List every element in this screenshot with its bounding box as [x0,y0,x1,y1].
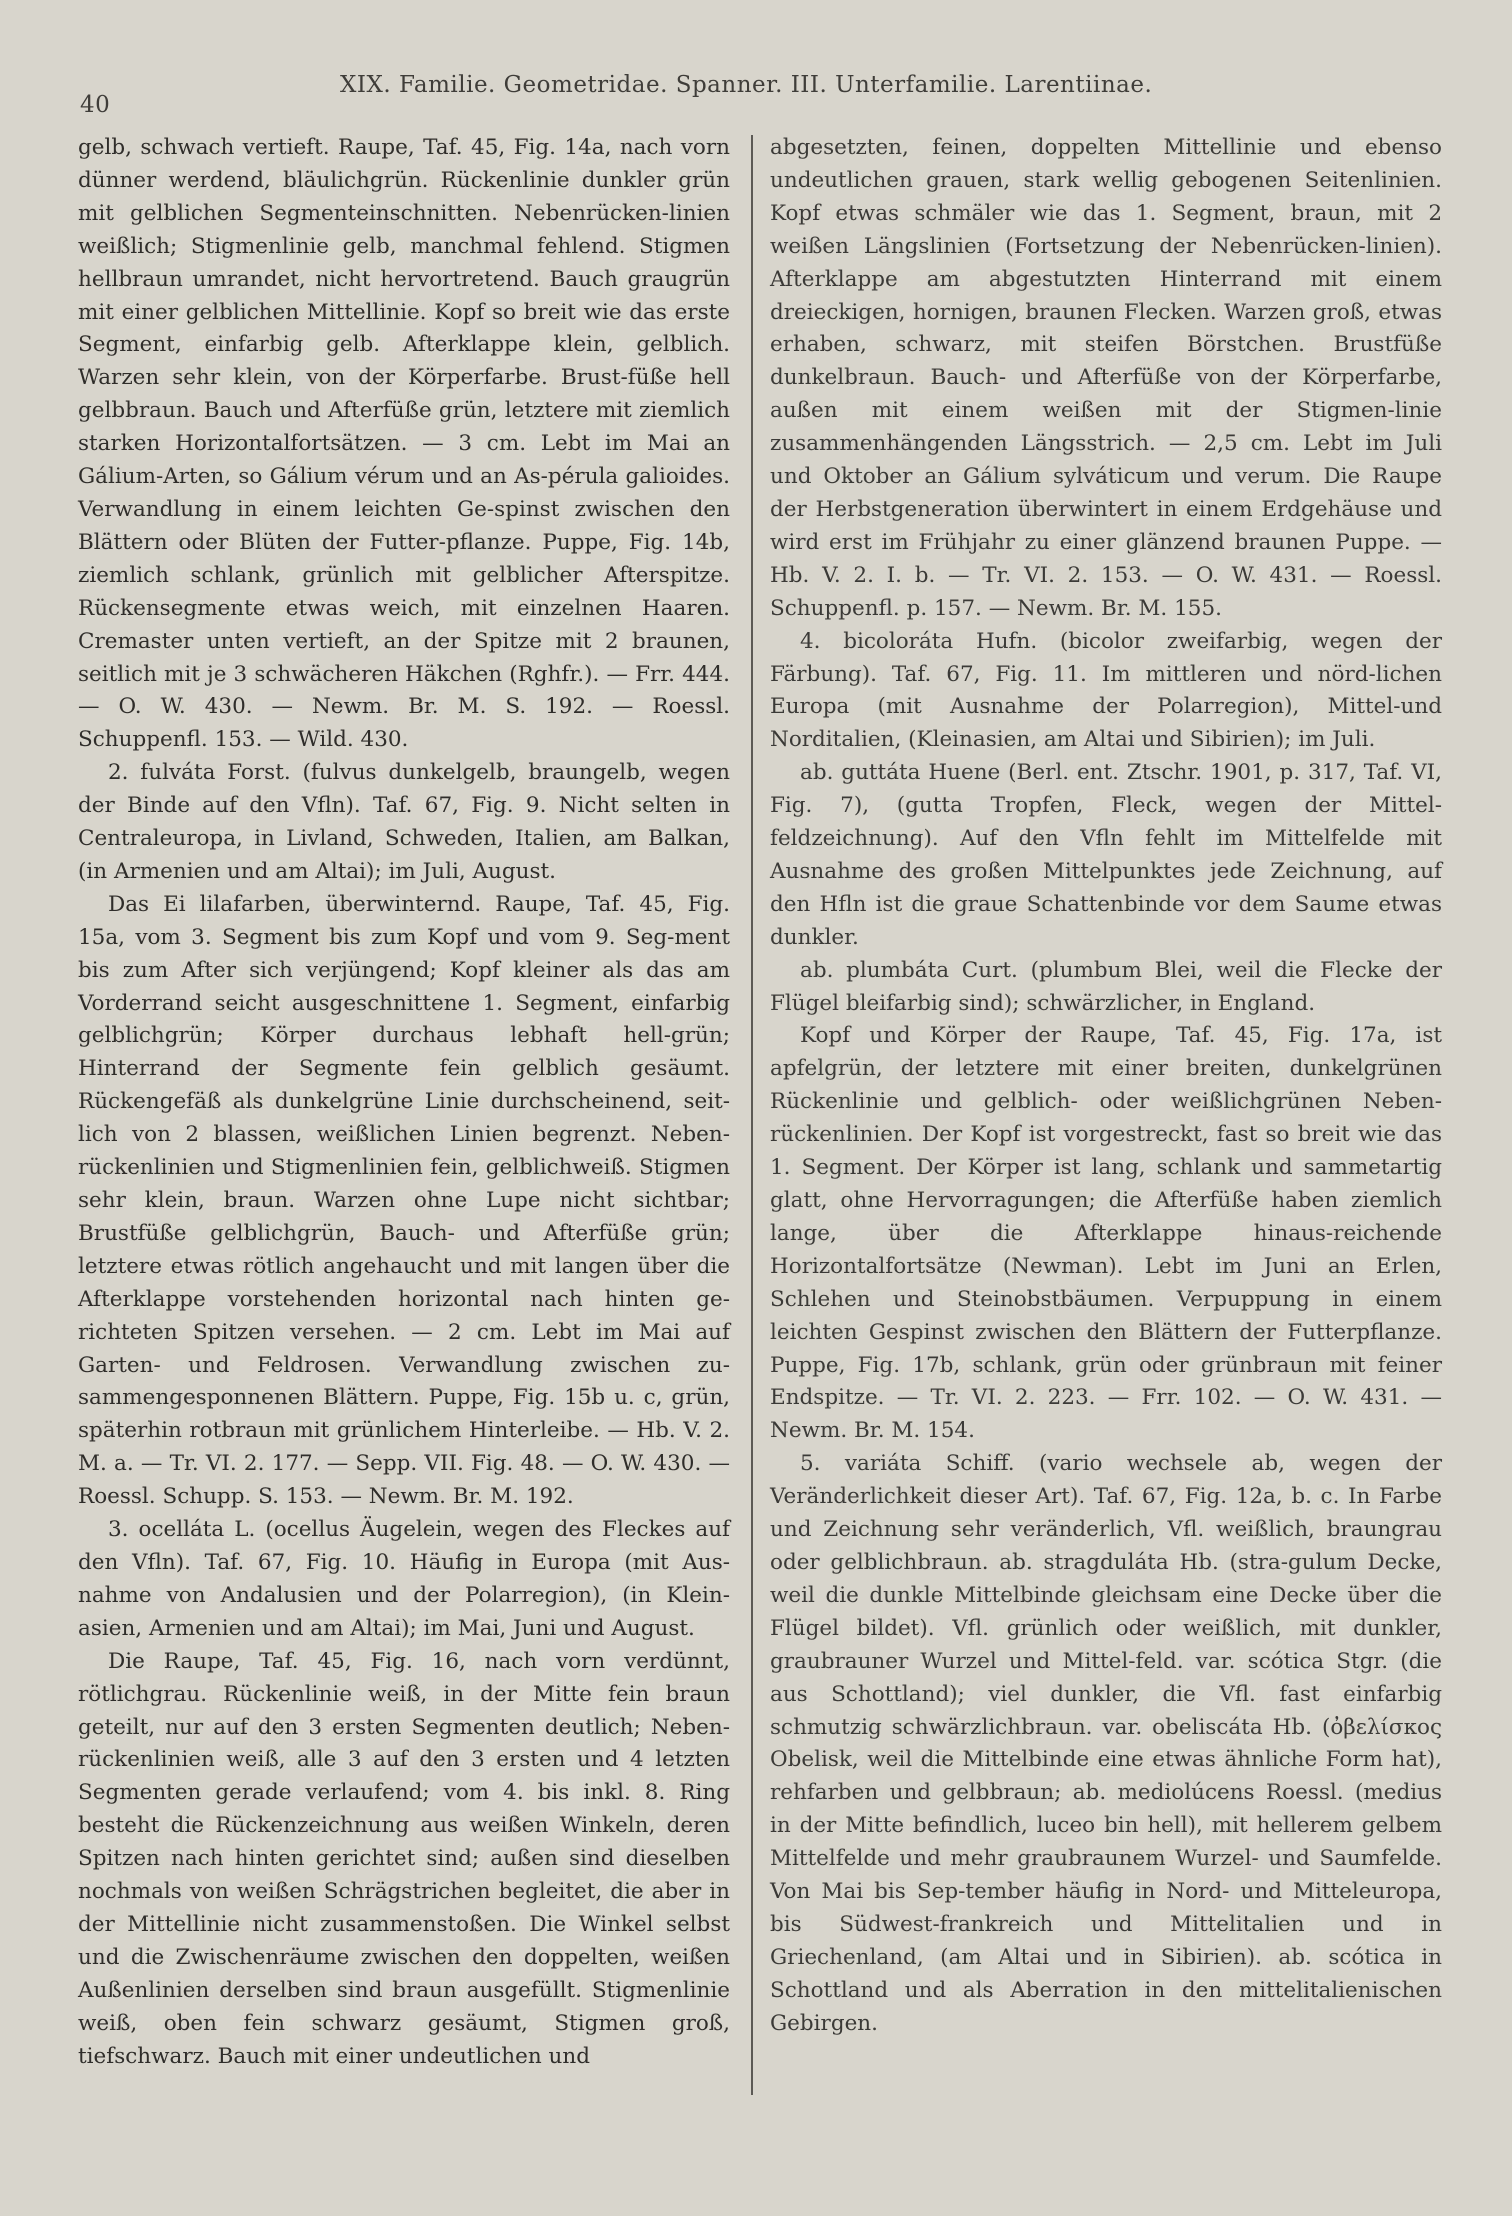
left-column [78,132,730,2073]
running-title: XIX. Familie. Geometridae. Spanner. III. Unterfamilie. Larentiinae. [340,72,1153,98]
paragraph: 3. ocelláta L. (ocellus Äugelein, wegen des Fleckes auf den Vfln). Taf. 67, Fig. 10. Häufig in Europa (mit Aus-nahme von Andalusien und der Polarregion), (in Klein-asien, Armenien und am Altai); im Mai, Juni und August. [78,1517,730,1641]
paragraph: 5. variáta Schiff. (vario wechsele ab, wegen der Veränderlichkeit dieser Art). Taf. 67, Fig. 12a, b. c. In Farbe und Zeichnung sehr veränderlich, Vfl. weißlich, braungrau oder gelblichbraun. ab. stragduláta Hb. (stra-gulum Decke, weil die dunkle Mittelbinde gleichsam eine Decke über die Flügel bildet). Vfl. grünlich oder weißlich, mit dunkler, graubrauner Wurzel und Mittel-feld. var. scótica Stgr. (die aus Schottland); viel dunkler, die Vfl. fast einfarbig schmutzig schwärzlichbraun. var. obeliscáta Hb. (ὀβελίσκος Obelisk, weil die Mittelbinde eine etwas ähnliche Form hat), rehfarben und gelbbraun; ab. mediolúcens Roessl. (medius in der Mitte befindlich, luceo bin hell), mit hellerem gelbem Mittelfelde und mehr graubraunem Wurzel- und Saumfelde. Von Mai bis Sep-tember häufig in Nord- und Mitteleuropa, bis Südwest-frankreich und Mittelitalien und in Griechenland, (am Altai und in Sibirien). ab. scótica in Schottland und als Aberration in den mittelitalienischen Gebirgen. [770,1451,1442,2036]
paragraph: ab. guttáta Huene (Berl. ent. Ztschr. 1901, p. 317, Taf. VI, Fig. 7), (gutta Tropfen, Fleck, wegen der Mittel-feldzeichnung). Auf den Vfln fehlt im Mittelfelde mit Ausnahme des großen Mittelpunktes jede Zeichnung, auf den Hfln ist die graue Schattenbinde vor dem Saume etwas dunkler. [770,760,1442,950]
paragraph: 2. fulváta Forst. (fulvus dunkelgelb, braungelb, wegen der Binde auf den Vfln). Taf. 67, Fig. 9. Nicht selten in Centraleuropa, in Livland, Schweden, Italien, am Balkan, (in Armenien und am Altai); im Juli, August. [78,760,730,884]
paragraph: Die Raupe, Taf. 45, Fig. 16, nach vorn verdünnt, rötlichgrau. Rückenlinie weiß, in der Mitte fein braun geteilt, nur auf den 3 ersten Segmenten deutlich; Neben-rückenlinien weiß, alle 3 auf den 3 ersten und 4 letzten Segmenten gerade verlaufend; vom 4. bis inkl. 8. Ring besteht die Rückenzeichnung aus weißen Winkeln, deren Spitzen nach hinten gerichtet sind; außen sind dieselben nochmals von weißen Schrägstrichen begleitet, die aber in der Mittellinie nicht zusammenstoßen. Die Winkel selbst und die Zwischenräume zwischen den doppelten, weißen Außenlinien derselben sind braun ausgefüllt. Stigmenlinie weiß, oben fein schwarz gesäumt, Stigmen groß, tiefschwarz. Bauch mit einer undeutlichen und [78,1648,730,2069]
right-column [770,132,1442,2041]
paragraph: ab. plumbáta Curt. (plumbum Blei, weil die Flecke der Flügel bleifarbig sind); schwärzlicher, in England. [770,957,1442,1016]
paragraph: Kopf und Körper der Raupe, Taf. 45, Fig. 17a, ist apfelgrün, der letztere mit einer breiten, dunkelgrünen Rückenlinie und gelblich- oder weißlichgrünen Neben-rückenlinien. Der Kopf ist vorgestreckt, fast so breit wie das 1. Segment. Der Körper ist lang, schlank und sammetartig glatt, ohne Hervorragungen; die Afterfüße haben ziemlich lange, über die Afterklappe hinaus-reichende Horizontalfortsätze (Newman). Lebt im Juni an Erlen, Schlehen und Steinobstbäumen. Verpuppung in einem leichten Gespinst zwischen den Blättern der Futterpflanze. Puppe, Fig. 17b, schlank, grün oder grünbraun mit feiner Endspitze. — Tr. VI. 2. 223. — Frr. 102. — O. W. 431. — Newm. Br. M. 154. [770,1023,1442,1444]
page-number: 40 [80,92,111,118]
paragraph: Das Ei lilafarben, überwinternd. Raupe, Taf. 45, Fig. 15a, vom 3. Segment bis zum Kopf und vom 9. Seg-ment bis zum After sich verjüngend; Kopf kleiner als das am Vorderrand seicht ausgeschnittene 1. Segment, einfarbig gelblichgrün; Körper durchaus lebhaft hell-grün; Hinterrand der Segmente fein gelblich gesäumt. Rückengefäß als dunkelgrüne Linie durchscheinend, seit-lich von 2 blassen, weißlichen Linien begrenzt. Neben-rückenlinien und Stigmenlinien fein, gelblichweiß. Stigmen sehr klein, braun. Warzen ohne Lupe nicht sichtbar; Brustfüße gelblichgrün, Bauch- und Afterfüße grün; letztere etwas rötlich angehaucht und mit langen über die Afterklappe vorstehenden horizontal nach hinten ge-richteten Spitzen versehen. — 2 cm. Lebt im Mai auf Garten- und Feldrosen. Verwandlung zwischen zu-sammengesponnenen Blättern. Puppe, Fig. 15b u. c, grün, späterhin rotbraun mit grünlichem Hinterleibe. — Hb. V. 2. M. a. — Tr. VI. 2. 177. — Sepp. VII. Fig. 48. — O. W. 430. — Roessl. Schupp. S. 153. — Newm. Br. M. 192. [78,891,730,1510]
paragraph: gelb, schwach vertieft. Raupe, Taf. 45, Fig. 14a, nach vorn dünner werdend, bläulichgrün. Rückenlinie dunkler grün mit gelblichen Segmenteinschnitten. Nebenrücken-linien weißlich; Stigmenlinie gelb, manchmal fehlend. Stigmen hellbraun umrandet, nicht hervortretend. Bauch graugrün mit einer gelblichen Mittellinie. Kopf so breit wie das erste Segment, einfarbig gelb. Afterklappe klein, gelblich. Warzen sehr klein, von der Körperfarbe. Brust-füße hell gelbbraun. Bauch und Afterfüße grün, letztere mit ziemlich starken Horizontalfortsätzen. — 3 cm. Lebt im Mai an Gálium-Arten, so Gálium vérum und an As-pérula galioides. Verwandlung in einem leichten Ge-spinst zwischen den Blättern oder Blüten der Futter-pflanze. Puppe, Fig. 14b, ziemlich schlank, grünlich mit gelblicher Afterspitze. Rückensegmente etwas weich, mit einzelnen Haaren. Cremaster unten vertieft, an der Spitze mit 2 braunen, seitlich mit je 3 schwächeren Häkchen (Rghfr.). — Frr. 444. — O. W. 430. — Newm. Br. M. S. 192. — Roessl. Schuppenfl. 153. — Wild. 430. [78,135,730,753]
paragraph: 4. bicoloráta Hufn. (bicolor zweifarbig, wegen der Färbung). Taf. 67, Fig. 11. Im mittleren und nörd-lichen Europa (mit Ausnahme der Polarregion), Mittel-und Norditalien, (Kleinasien, am Altai und Sibirien); im Juli. [770,628,1442,753]
page-header [80,72,1440,118]
paragraph: abgesetzten, feinen, doppelten Mittellinie und ebenso undeutlichen grauen, stark wellig gebogenen Seitenlinien. Kopf etwas schmäler wie das 1. Segment, braun, mit 2 weißen Längslinien (Fortsetzung der Nebenrücken-linien). Afterklappe am abgestutzten Hinterrand mit einem dreieckigen, hornigen, braunen Flecken. Warzen groß, etwas erhaben, schwarz, mit steifen Börstchen. Brustfüße dunkelbraun. Bauch- und Afterfüße von der Körperfarbe, außen mit einem weißen mit der Stigmen-linie zusammenhängenden Längsstrich. — 2,5 cm. Lebt im Juli und Oktober an Gálium sylváticum und verum. Die Raupe der Herbstgeneration überwintert in einem Erdgehäuse und wird erst im Frühjahr zu einer glänzend braunen Puppe. — Hb. V. 2. I. b. — Tr. VI. 2. 153. — O. W. 431. — Roessl. Schuppenfl. p. 157. — Newm. Br. M. 155. [770,135,1442,621]
column-divider [751,135,753,2095]
